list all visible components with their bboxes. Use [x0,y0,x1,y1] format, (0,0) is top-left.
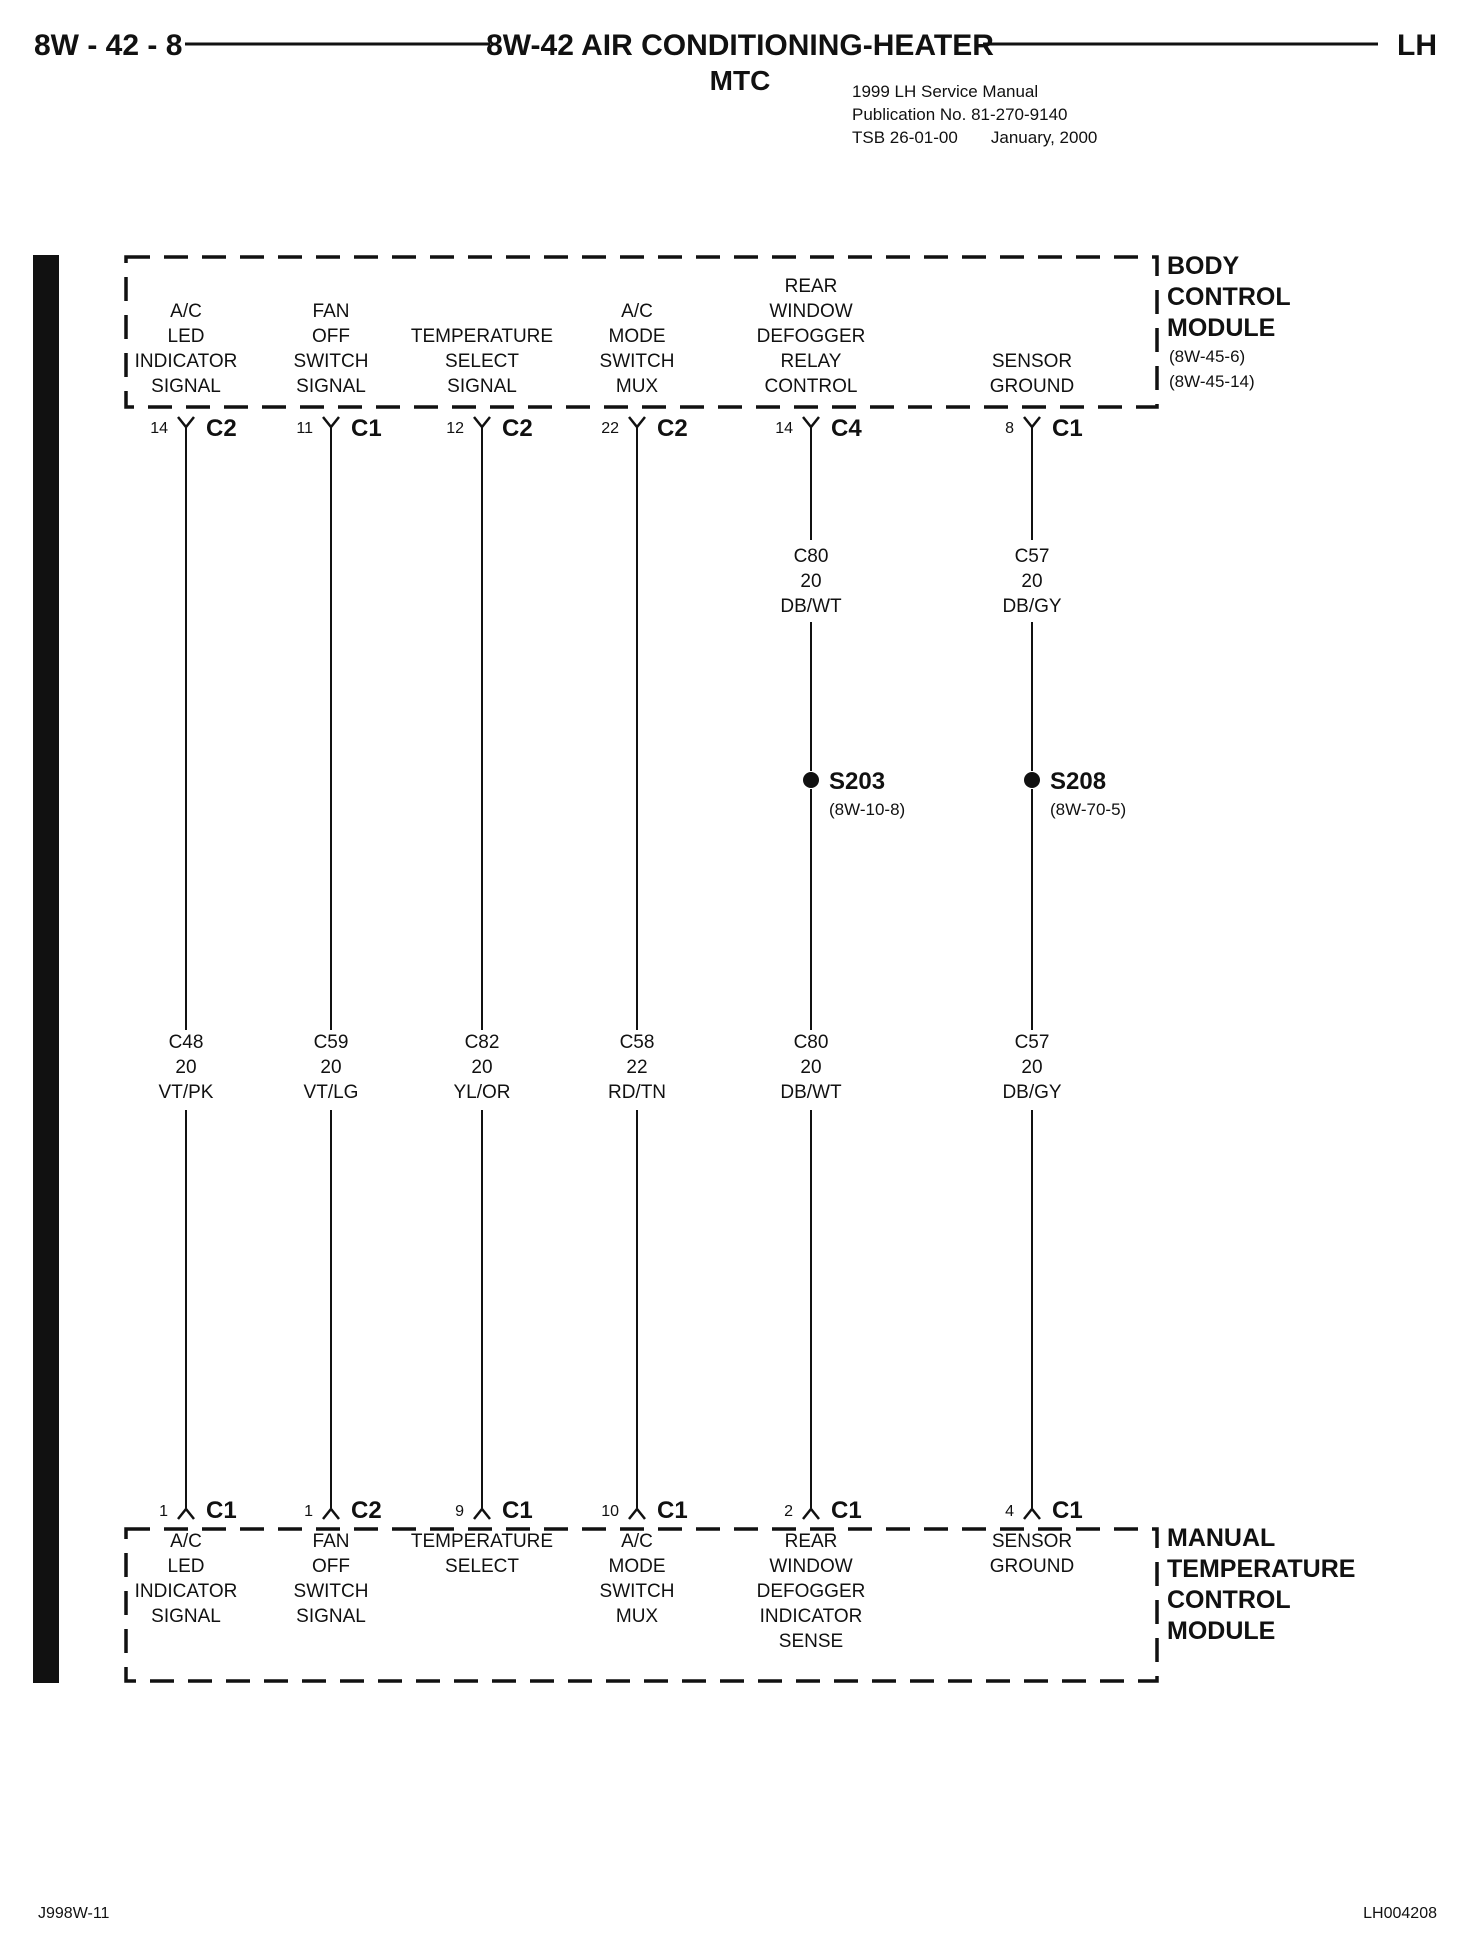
bottom-connector-id: C1 [831,1497,862,1524]
bottom-label-line: LED [167,1556,205,1577]
upper-wire-code-line: 20 [800,571,822,592]
wire-code-line: DB/WT [780,1082,842,1103]
wire-code-line: C80 [793,1032,829,1053]
top-label-line: FAN [312,301,350,322]
wire-code-line: C57 [1014,1032,1050,1053]
top-connector-id: C2 [657,415,688,442]
bottom-label-line: MODE [608,1556,666,1577]
bottom-label-line: SIGNAL [296,1606,366,1627]
top-pin-number: 14 [775,420,793,437]
wire-code-line: VT/PK [158,1082,214,1103]
top-label-line: TEMPERATURE [410,326,554,347]
wire-code-line: YL/OR [453,1082,511,1103]
top-module-name-2: CONTROL [1167,283,1291,311]
bottom-label-line: A/C [170,1531,202,1552]
wire-code-line: C48 [168,1032,204,1053]
bottom-label-line: SENSOR [991,1531,1073,1552]
top-connector-id: C2 [502,415,533,442]
bottom-label-line: SELECT [445,1556,519,1577]
upper-wire-code-line: DB/GY [1002,596,1062,617]
bottom-connector-id: C2 [351,1497,382,1524]
top-connector-id: C4 [831,415,862,442]
footer-right-code: LH004208 [1363,1905,1437,1922]
circuit-3 [411,326,553,1577]
top-label-line: INDICATOR [134,351,238,372]
bottom-connector-symbol [629,1509,645,1519]
wire-code-line: C58 [619,1032,655,1053]
margin-bar [33,255,59,1683]
wire-code-line: 20 [1021,1057,1043,1078]
wire-code-line: 20 [320,1057,342,1078]
top-connector-id: C1 [1052,415,1083,442]
top-connector-symbol [803,417,819,427]
page-subtitle: MTC [709,65,771,96]
bottom-module-name-3: CONTROL [1167,1586,1291,1614]
bottom-label-line: REAR [784,1531,838,1552]
top-connector-id: C1 [351,415,382,442]
bottom-pin-number: 1 [159,1503,168,1520]
bottom-label-line: SIGNAL [151,1606,221,1627]
page-number: 8W - 42 - 8 [34,29,183,62]
bottom-connector-symbol [474,1509,490,1519]
bottom-connector-symbol [178,1509,194,1519]
bottom-module-name-2: TEMPERATURE [1167,1555,1356,1583]
top-label-line: SIGNAL [447,376,517,397]
bottom-connector-symbol [803,1509,819,1519]
circuit-6 [990,351,1126,1577]
circuit-1 [135,301,238,1627]
bottom-label-line: SWITCH [293,1581,369,1602]
top-connector-symbol [1024,417,1040,427]
circuit-2 [294,301,382,1627]
tsb-line: TSB 26-01-00 January, 2000 [852,128,1098,147]
circuits [135,276,1127,1652]
wire-code-line: 22 [626,1057,648,1078]
top-connector-symbol [474,417,490,427]
top-label-line: RELAY [780,351,842,372]
bottom-label-line: SENSE [778,1631,844,1652]
top-connector-id: C2 [206,415,237,442]
top-label-line: A/C [621,301,653,322]
page-header [34,29,1437,147]
splice-name: S203 [829,768,886,795]
top-label-line: DEFOGGER [756,326,866,347]
top-module-ref-1: (8W-45-6) [1169,347,1246,366]
bottom-connector-id: C1 [1052,1497,1083,1524]
bottom-pin-number: 2 [784,1503,793,1520]
wire-code-line: DB/GY [1002,1082,1062,1103]
top-pin-number: 12 [446,420,464,437]
bottom-pin-number: 1 [304,1503,313,1520]
splice-dot [803,772,819,788]
manual-temperature-control-module-label [1167,1524,1355,1645]
wire-code-line: C59 [313,1032,349,1053]
body-control-module-label [1167,252,1291,391]
upper-wire-code-line: C80 [793,546,829,567]
bottom-pin-number: 10 [601,1503,619,1520]
wire-code-line: RD/TN [607,1082,667,1103]
bottom-label-line: FAN [312,1531,350,1552]
top-label-line: LED [167,326,205,347]
bottom-label-line: A/C [621,1531,653,1552]
bottom-label-line: OFF [312,1556,350,1577]
circuit-4 [600,301,688,1627]
top-label-line: SIGNAL [296,376,366,397]
top-label-line: SELECT [445,351,519,372]
splice-name: S208 [1050,768,1107,795]
top-label-line: MUX [615,376,659,397]
top-label-line: OFF [312,326,350,347]
bottom-label-line: SWITCH [599,1581,675,1602]
upper-wire-code-line: C57 [1014,546,1050,567]
bottom-label-line: TEMPERATURE [410,1531,554,1552]
wire-code-line: VT/LG [303,1082,359,1103]
bottom-label-line: INDICATOR [134,1581,238,1602]
wire-code-line: C82 [464,1032,500,1053]
top-label-line: REAR [784,276,838,297]
page-title: 8W-42 AIR CONDITIONING-HEATER [486,29,994,62]
bottom-module-name-1: MANUAL [1167,1524,1276,1552]
top-label-line: GROUND [989,376,1075,397]
top-module-ref-2: (8W-45-14) [1169,372,1255,391]
bottom-label-line: MUX [615,1606,659,1627]
bottom-connector-id: C1 [502,1497,533,1524]
bottom-label-line: DEFOGGER [756,1581,866,1602]
splice-reference: (8W-10-8) [829,800,906,819]
top-label-line: SENSOR [991,351,1073,372]
model-code: LH [1397,29,1437,62]
top-pin-number: 8 [1005,420,1014,437]
upper-wire-code-line: DB/WT [780,596,842,617]
bottom-label-line: WINDOW [769,1556,853,1577]
top-connector-symbol [178,417,194,427]
bottom-pin-number: 4 [1005,1503,1014,1520]
bottom-label-line: GROUND [989,1556,1075,1577]
top-module-name-1: BODY [1167,252,1240,280]
top-connector-symbol [323,417,339,427]
wire-code-line: 20 [800,1057,822,1078]
bottom-connector-symbol [1024,1509,1040,1519]
top-label-line: SWITCH [599,351,675,372]
bottom-module-name-4: MODULE [1167,1617,1276,1645]
splice-reference: (8W-70-5) [1050,800,1127,819]
splice-dot [1024,772,1040,788]
top-pin-number: 11 [296,420,313,437]
top-connector-symbol [629,417,645,427]
upper-wire-code-line: 20 [1021,571,1043,592]
bottom-connector-id: C1 [206,1497,237,1524]
footer-left-code: J998W-11 [38,1905,110,1922]
wire-code-line: 20 [175,1057,197,1078]
top-pin-number: 14 [150,420,168,437]
top-label-line: CONTROL [764,376,858,397]
bottom-connector-symbol [323,1509,339,1519]
top-label-line: SWITCH [293,351,369,372]
top-label-line: SIGNAL [151,376,221,397]
bottom-connector-id: C1 [657,1497,688,1524]
bottom-pin-number: 9 [455,1503,464,1520]
bottom-label-line: INDICATOR [759,1606,863,1627]
top-label-line: WINDOW [769,301,853,322]
top-module-name-3: MODULE [1167,314,1276,342]
top-label-line: MODE [608,326,666,347]
wire-code-line: 20 [471,1057,493,1078]
manual-line: 1999 LH Service Manual [852,82,1039,101]
publication-line: Publication No. 81-270-9140 [852,105,1068,124]
circuit-5 [757,276,906,1652]
top-pin-number: 22 [601,420,619,437]
top-label-line: A/C [170,301,202,322]
